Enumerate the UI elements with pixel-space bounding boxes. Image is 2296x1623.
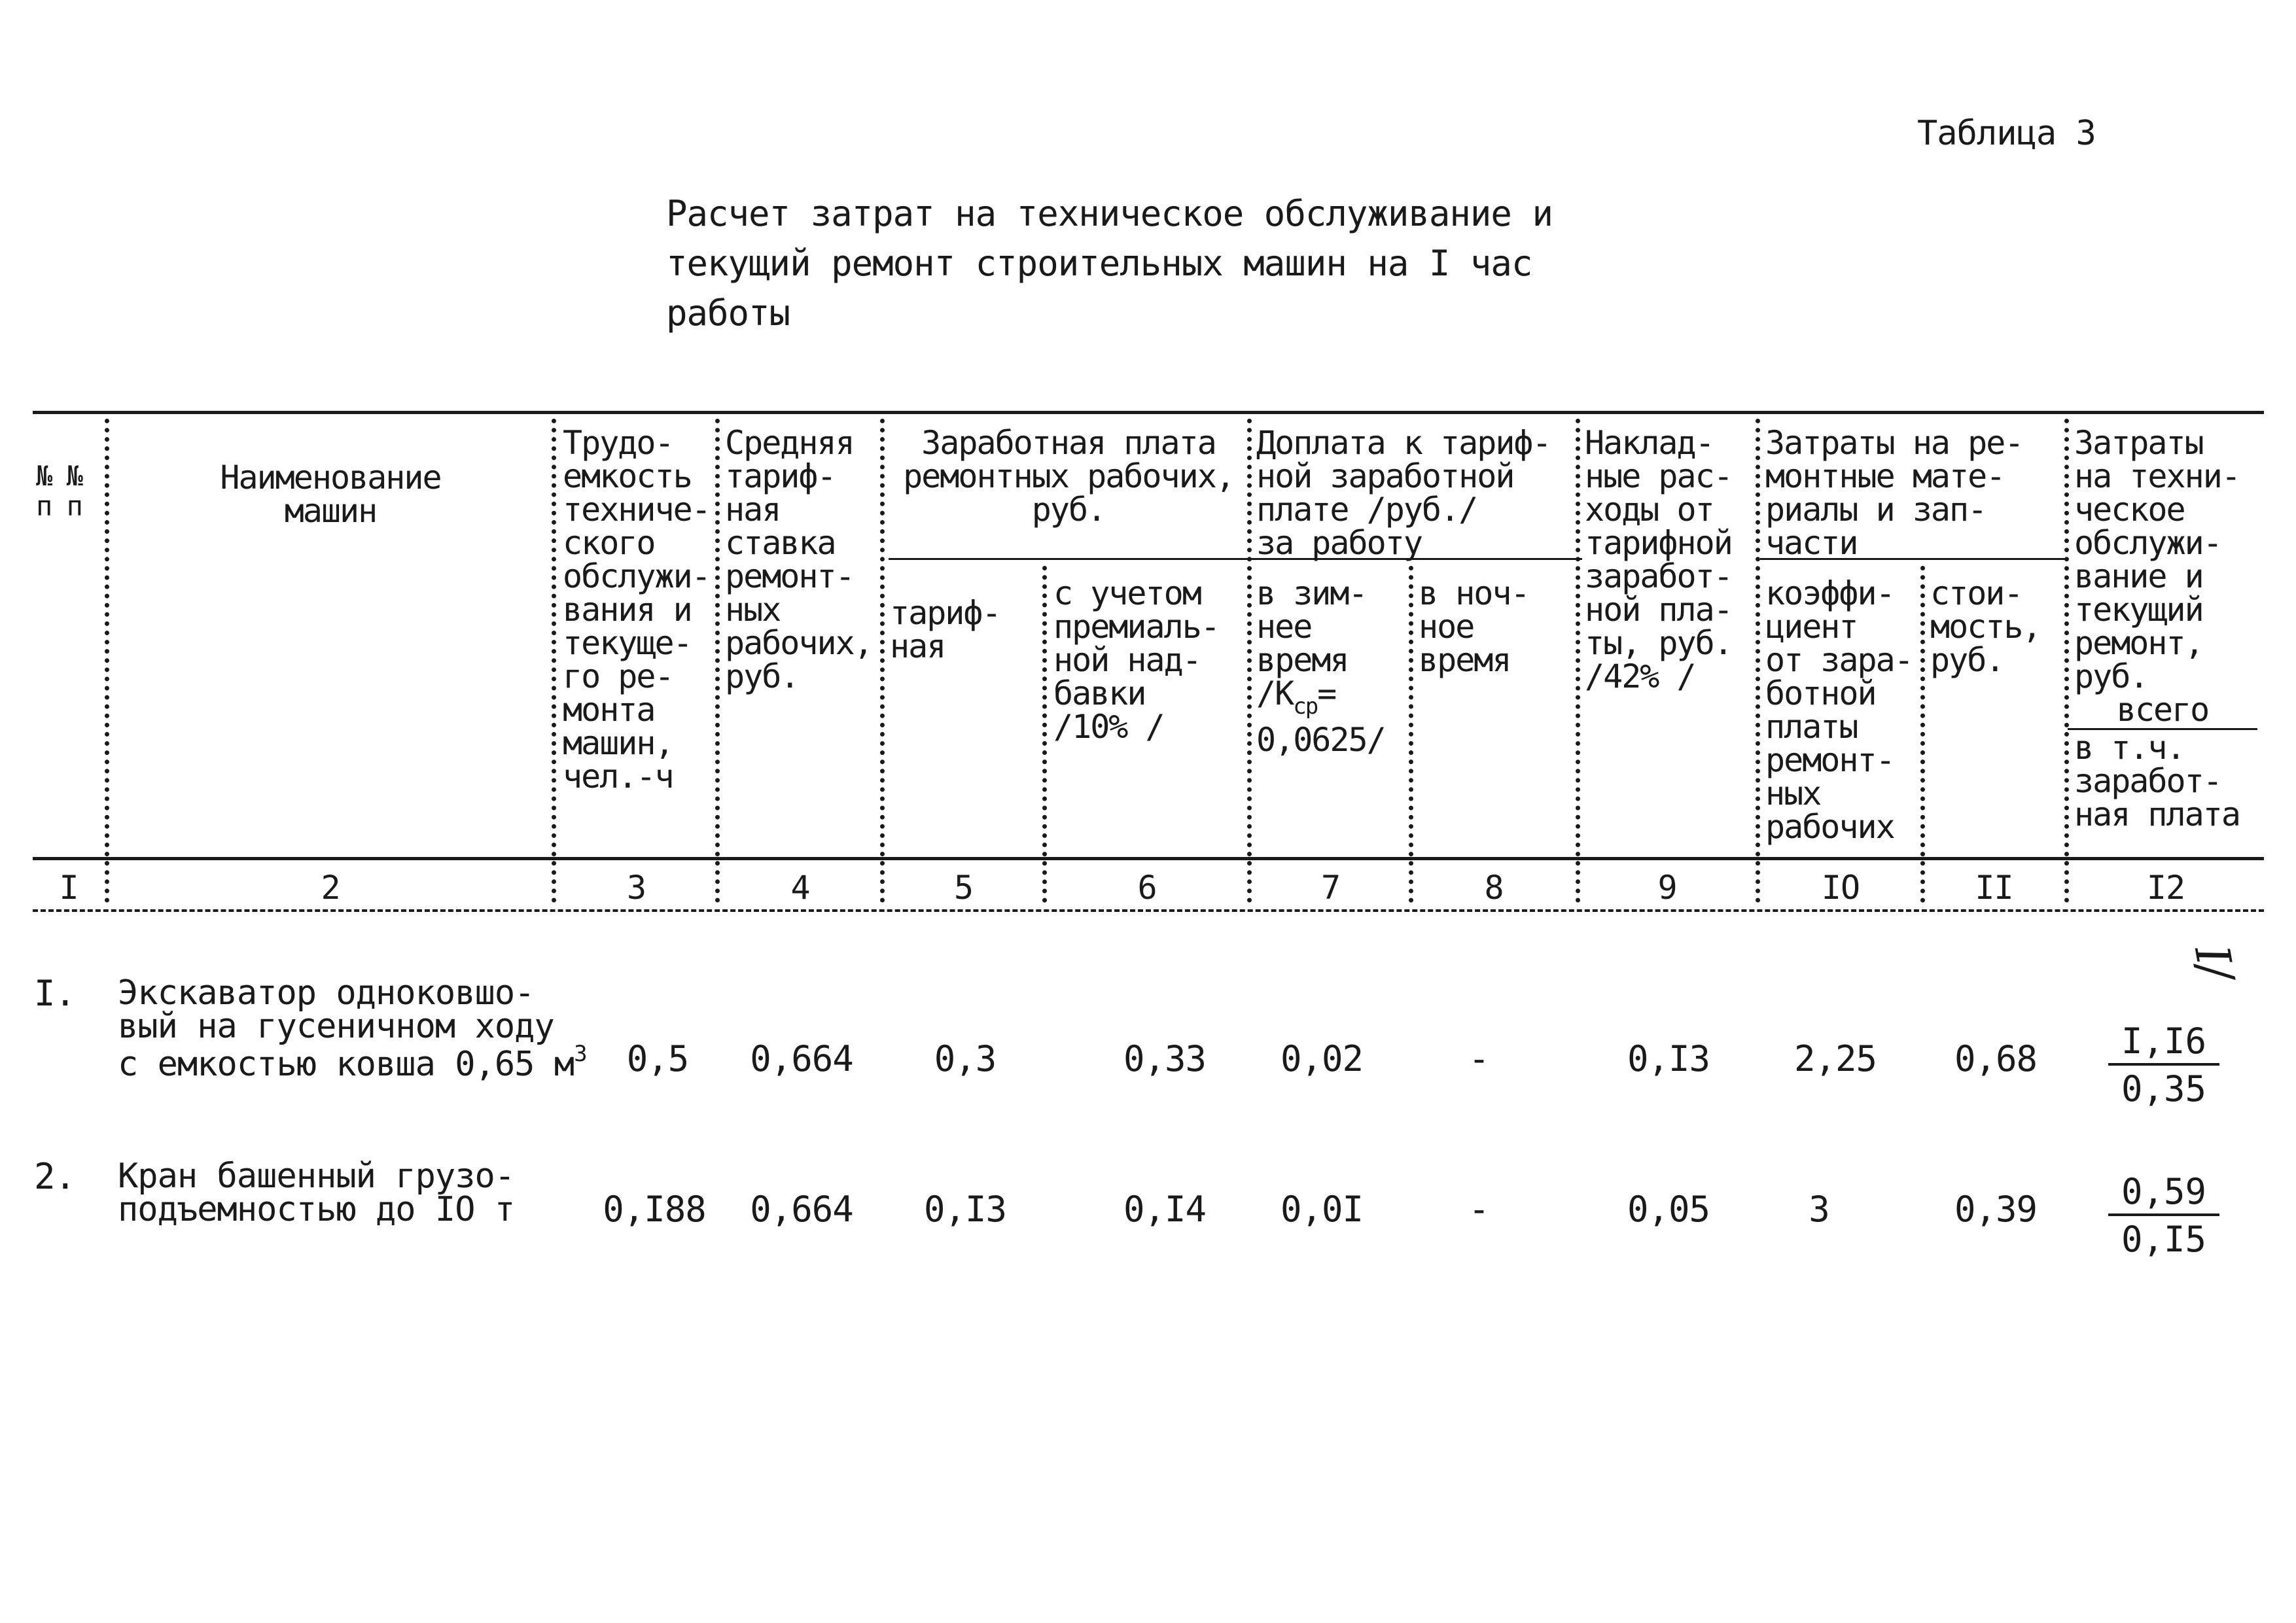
header-extra-winter	[1256, 574, 1385, 759]
col-separator	[1576, 419, 1580, 903]
col-separator	[1920, 566, 1925, 903]
column-number: 7	[1320, 869, 1341, 907]
cell-overhead: 0,05	[1627, 1189, 1710, 1230]
column-number: 6	[1137, 869, 1157, 907]
title-line: Расчет затрат на техническое обслуживание и	[666, 193, 1553, 234]
header-extra-night: в ноч- ное время	[1419, 574, 1529, 679]
header-wage-bonus: с учетом премиаль- ной над- бавки /10% /	[1053, 574, 1219, 746]
title-line: работы	[666, 292, 790, 334]
col-separator	[715, 419, 720, 903]
col-separator	[2064, 419, 2069, 903]
cell-materials-coef: 3	[1809, 1189, 1829, 1230]
cell-overhead: 0,I3	[1627, 1038, 1710, 1079]
header-total-top: всего	[2068, 693, 2257, 730]
column-number: 3	[626, 869, 646, 907]
column-number: I	[59, 869, 79, 907]
cell-materials-coef: 2,25	[1793, 1038, 1877, 1079]
header-extra-winter-sub: ср	[1293, 693, 1318, 720]
header-extra-group: Доплата к тариф- ной заработной плате /руб./ за работу	[1256, 424, 1551, 562]
header-name: Наименование машин	[220, 459, 441, 530]
row-name-line: Кран башенный грузо-	[118, 1157, 515, 1196]
header-materials-coef: коэффи- циент от зара- ботной платы ремонт- ных рабочих	[1765, 574, 1913, 846]
column-number: 9	[1657, 869, 1677, 907]
cell-labor: 0,I88	[603, 1189, 706, 1230]
cell-extra-night: -	[1468, 1038, 1489, 1079]
cell-rate: 0,664	[750, 1038, 853, 1079]
row-name-sup: 3	[574, 1041, 587, 1067]
margin-note: I/	[2184, 941, 2244, 984]
column-number: IO	[1821, 869, 1860, 907]
header-rate: Средняя тариф- ная ставка ремонт- ных рабочих, руб.	[725, 424, 872, 695]
column-number: 5	[953, 869, 974, 907]
header-wage-group: Заработная плата ремонтных рабочих, руб.	[903, 424, 1234, 529]
header-bottom-rule	[33, 857, 2264, 860]
header-wage-tariff: тариф- ная	[890, 594, 1000, 665]
cell-extra-winter: 0,02	[1280, 1038, 1364, 1079]
row-number: I.	[34, 973, 76, 1014]
cell-extra-night: -	[1468, 1189, 1489, 1230]
column-number: I2	[2146, 869, 2185, 907]
row-name-line: вый на гусеничном ходу	[118, 1007, 554, 1046]
table-top-rule	[33, 411, 2264, 414]
cell-rate: 0,664	[750, 1189, 853, 1230]
row-name-line: подъемностью до IO т	[118, 1190, 515, 1229]
cell-total-fraction	[2108, 1171, 2219, 1260]
table-title	[666, 193, 1553, 334]
row-name-line	[118, 1041, 587, 1084]
cell-total-wage: 0,I5	[2121, 1219, 2207, 1260]
cell-total: 0,59	[2108, 1171, 2219, 1216]
header-extra-winter-main: в зим- нее время /К	[1256, 574, 1367, 712]
column-number-rule	[33, 909, 2264, 912]
cell-wage-bonus: 0,I4	[1123, 1189, 1207, 1230]
cell-materials-cost: 0,68	[1954, 1038, 2038, 1079]
cell-total-fraction	[2108, 1021, 2219, 1109]
col-separator	[1756, 419, 1760, 903]
column-number: 8	[1484, 869, 1504, 907]
cell-materials-cost: 0,39	[1954, 1189, 2038, 1230]
cell-total-wage: 0,35	[2121, 1068, 2207, 1109]
col-separator	[1409, 566, 1413, 903]
row-number: 2.	[34, 1156, 76, 1197]
header-total: Затраты на техни- ческое обслужи- вание и текущий ремонт, руб.	[2074, 424, 2240, 695]
col-separator	[1042, 566, 1047, 903]
title-line: текущий ремонт строительных машин на I час	[666, 243, 1532, 284]
header-total-bottom: в т.ч. заработ- ная плата	[2074, 729, 2240, 833]
column-number: 2	[321, 869, 340, 907]
cell-wage-tariff: 0,I3	[923, 1189, 1007, 1230]
header-overhead: Наклад- ные рас- ходы от тарифной заработ- ной пла- ты, руб. /42% /	[1585, 424, 1732, 695]
cell-labor: 0,5	[626, 1038, 689, 1079]
header-extra-winter-tail: = 0,0625/	[1256, 674, 1385, 759]
header-rate-top	[725, 424, 872, 695]
cell-wage-tariff: 0,3	[934, 1038, 997, 1079]
column-number: II	[1975, 869, 2013, 907]
table-label: Таблица 3	[1917, 114, 2096, 153]
cell-wage-bonus: 0,33	[1123, 1038, 1207, 1079]
col-separator	[880, 419, 885, 903]
col-separator	[105, 419, 109, 903]
header-num: № № п п	[36, 460, 82, 522]
column-number: 4	[790, 869, 810, 907]
cell-extra-winter: 0,0I	[1280, 1189, 1364, 1230]
row-name-text: с емкостью ковша 0,65 м	[118, 1045, 574, 1084]
row-name-line: Экскаватор одноковшо-	[118, 973, 535, 1013]
col-separator	[552, 419, 556, 903]
cell-total: I,I6	[2108, 1021, 2219, 1066]
header-labor: Трудо- емкость техниче- ского обслужи- вания и текуще- го ре- монта машин, чел.-ч	[563, 424, 710, 795]
header-materials-cost: стои- мость, руб.	[1930, 574, 2041, 679]
header-materials-group: Затраты на ре- монтные мате- риалы и зап- части	[1765, 424, 2023, 562]
